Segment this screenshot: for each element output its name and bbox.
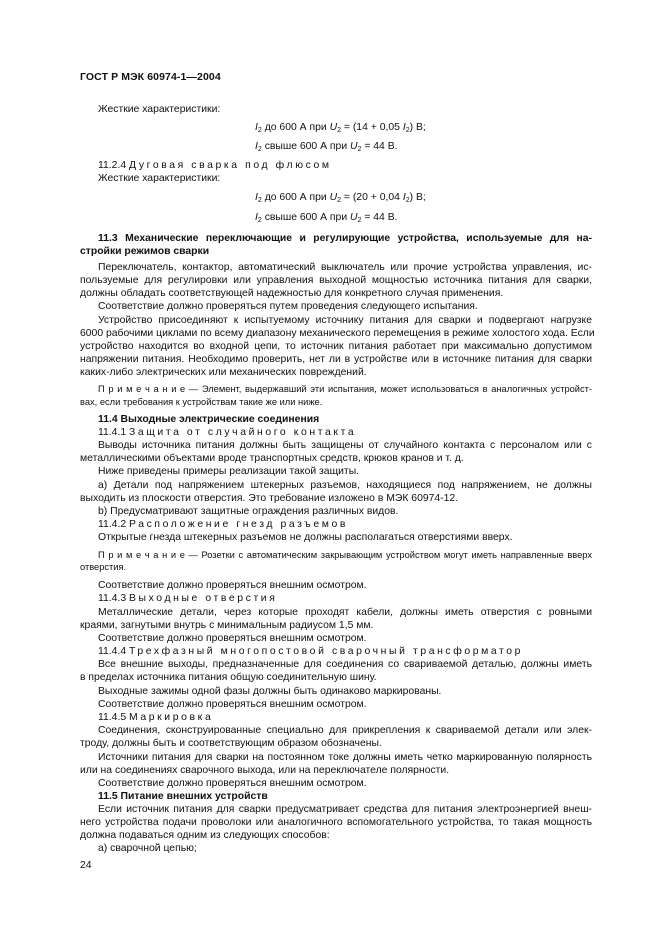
subsection-heading: 11.2.4 Дуговая сварка под флюсом xyxy=(98,160,332,171)
text-line: Открытые гнезда штекерных разъемов не должны располагаться отверстиями вверх. xyxy=(98,532,513,543)
formula-line: $I_2$ свыше 600 А при $U_2 = 44$ В. xyxy=(255,212,398,224)
note-line: отверстия. xyxy=(80,562,127,572)
text-line: пользуемые для регулировки или управления выходной мощностью источника питания для сварки, xyxy=(80,275,592,286)
text-line: Соответствие должно проверяться путем проведения следующего испытания. xyxy=(98,301,478,312)
text-line: b) Предусматривают защитные ограждения различных видов. xyxy=(98,506,399,517)
text-line: Соответствие должно проверяться внешним осмотром. xyxy=(98,699,367,710)
section-heading: 11.5 Питание внешних устройств xyxy=(98,791,268,802)
note-line: П р и м е ч а н и е — Элемент, выдержавший эти испытания, может использоваться в аналогичных устройст- xyxy=(98,384,592,394)
text-line: Соединения, сконструированные специально для прикрепления к свариваемой детали или элек- xyxy=(98,725,592,736)
text-line: Переключатель, контактор, автоматический выключатель или прочие устройства управления, ис- xyxy=(98,262,592,273)
text-line: Соответствие должно проверяться внешним осмотром. xyxy=(98,580,367,591)
text-line: Выходные зажимы одной фазы должны быть одинаково маркированы. xyxy=(98,686,442,697)
text-line: Устройство присоединяют к испытуемому источнику питания для сварки и подвергают нагрузке xyxy=(98,315,592,326)
note-line: вах, если требования к устройствам такие же или ниже. xyxy=(80,397,323,407)
formula-line: $I_2$ до 600 А при $U_2 = (20 + 0,04$ $I_2$) В; xyxy=(255,192,426,204)
text-line: устройство находится во входной цепи, то источник питания работает при максимально допустимом xyxy=(80,341,592,352)
subsection-heading: 11.4.4 Трехфазный многопостовой сварочный трансформатор xyxy=(98,646,524,657)
text-line: должны обладать соответствующей надежностью для конкретного случая применения. xyxy=(80,288,504,299)
subsection-heading: 11.4.3 Выходные отверстия xyxy=(98,593,278,604)
text-line: краями, загнутыми внутрь с минимальным радиусом 1,5 мм. xyxy=(80,620,374,631)
subsection-heading: 11.4.2 Расположение гнезд разъемов xyxy=(98,519,348,530)
subsection-heading: 11.4.1 Защита от случайного контакта xyxy=(98,427,357,438)
text-line: выходить из плоскости отверстия. Это требование изложено в МЭК 60974-12. xyxy=(80,493,459,504)
document-header: ГОСТ Р МЭК 60974-1—2004 xyxy=(80,71,221,83)
text-line: или на соединениях сварочного выхода, или на переключателе полярности. xyxy=(80,765,450,776)
text-line: в пределах источника питания общую соединительную шину. xyxy=(80,672,377,683)
section-heading-cont: стройки режимов сварки xyxy=(80,246,210,257)
text-line: каких-либо электрических или механических повреждений. xyxy=(80,367,367,378)
text-line: Соответствие должно проверяться внешним осмотром. xyxy=(98,633,367,644)
text-line: металлическими объектами вроде транспортных средств, крюков кранов и т. д. xyxy=(80,453,464,464)
note-line: П р и м е ч а н и е — Розетки с автоматическим закрывающим устройством могут иметь направленные вверх xyxy=(98,550,592,560)
text-line: должна подаваться одним из следующих способов: xyxy=(80,830,330,841)
text-line: троду, должны быть и соответствующим образом обозначены. xyxy=(80,738,382,749)
text-line: Соответствие должно проверяться внешним осмотром. xyxy=(98,778,367,789)
section-heading: 11.4 Выходные электрические соединения xyxy=(98,414,320,425)
page-number: 24 xyxy=(80,860,92,871)
text-line: Все внешние выходы, предназначенные для соединения со свариваемой деталью, должны иметь xyxy=(98,659,592,670)
list-item: а) сварочной цепью; xyxy=(98,843,197,854)
text-line: напряжении питания. Необходимо проверить, нет ли в устройстве или в источнике питания для сварки xyxy=(80,354,592,365)
text-line: а) Детали под напряжением штекерных разъемов, находящиеся под напряжением, не должны xyxy=(98,480,592,491)
text-line: Жесткие характеристики: xyxy=(98,104,221,115)
text-line: Металлические детали, через которые проходят кабели, должны иметь отверстия с ровными xyxy=(98,607,592,618)
text-line: Выводы источника питания должны быть защищены от случайного контакта с персоналом или с xyxy=(98,440,592,451)
formula-line: $I_2$ свыше 600 А при $U_2 = 44$ В. xyxy=(255,141,398,153)
formula-line: $I_2$ до 600 А при $U_2 = (14 + 0,05$ $I_2$) В; xyxy=(255,122,426,134)
text-line: Жесткие характеристики: xyxy=(98,173,221,184)
text-line: него устройства подачи проволоки или аналогичного вспомогательного устройства, то такая мощность xyxy=(80,817,592,828)
section-heading: 11.3 Механические переключающие и регулирующие устройства, используемые для на- xyxy=(98,233,592,244)
subsection-heading: 11.4.5 Маркировка xyxy=(98,712,214,723)
text-line: Если источник питания для сварки предусматривает средства для питания электроэнергией внеш- xyxy=(98,804,592,815)
text-line: Ниже приведены примеры реализации такой защиты. xyxy=(98,466,360,477)
text-line: 6000 рабочими циклами по всему диапазону механического перемещения в режиме холостого хода. Если xyxy=(80,328,595,339)
text-line: Источники питания для сварки на постоянном токе должны иметь четко маркированную полярность xyxy=(98,752,592,763)
